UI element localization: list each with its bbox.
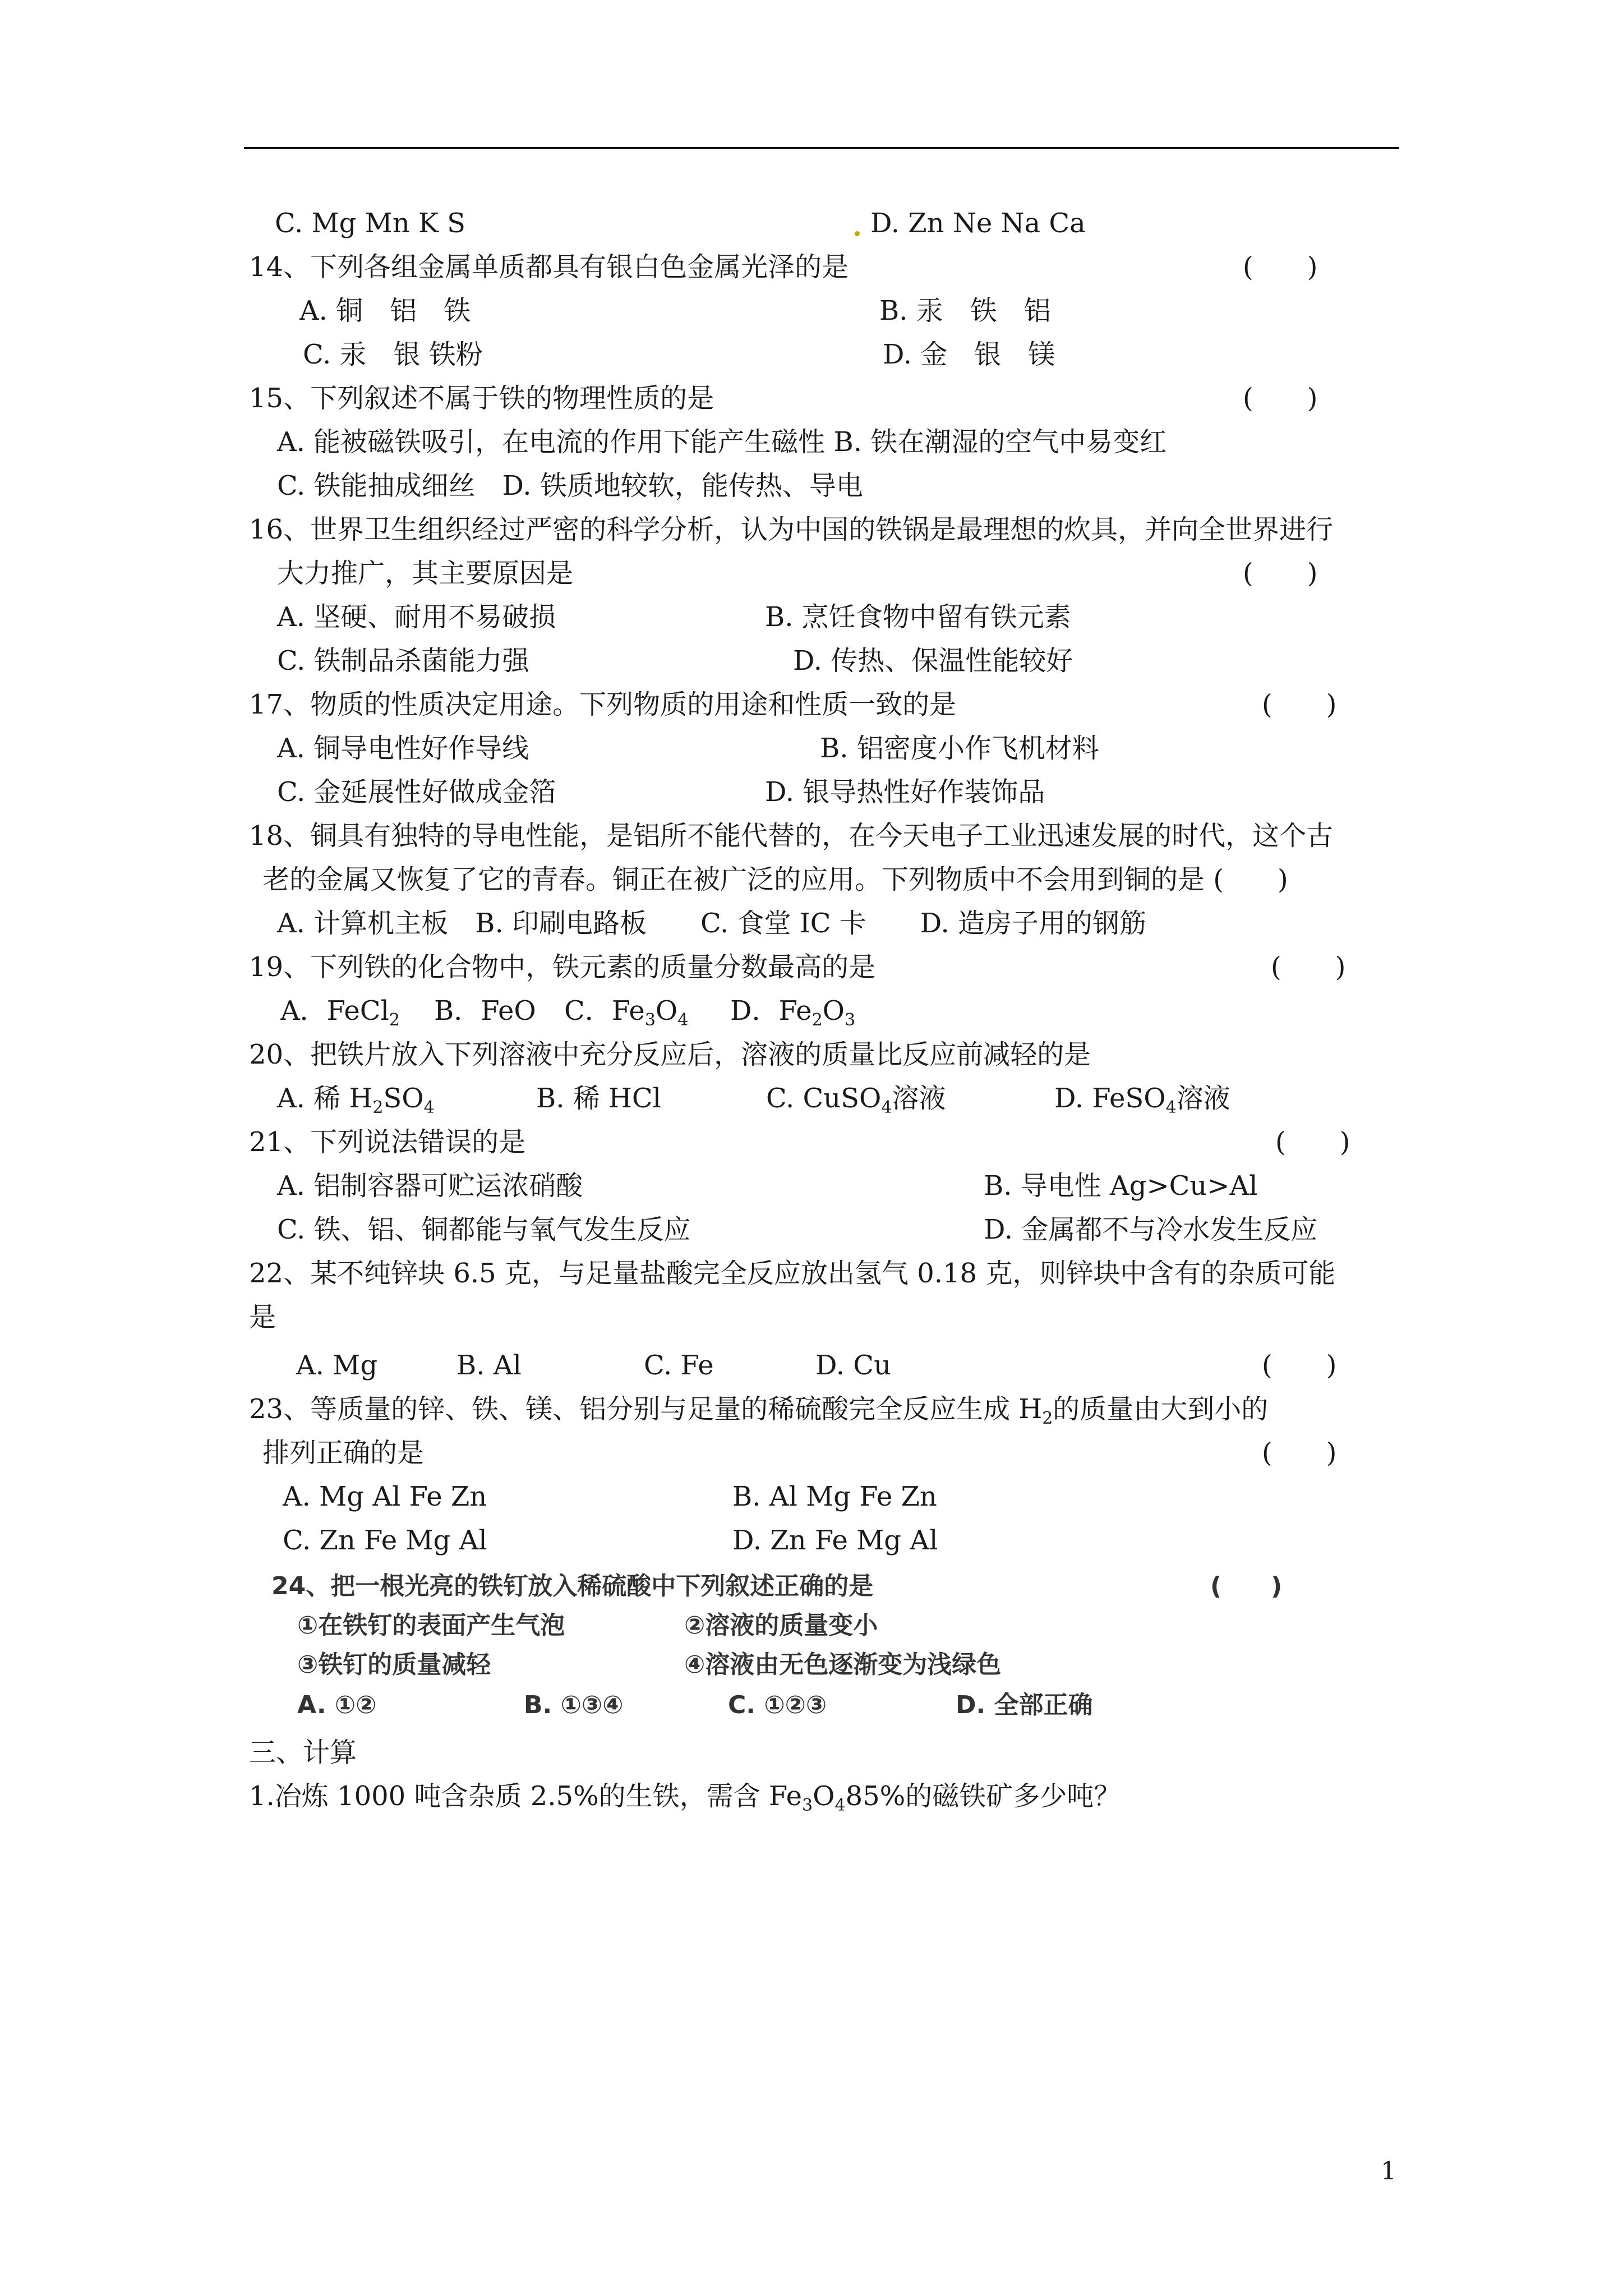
q24-statement-2: ②溶液的质量变小: [684, 1611, 878, 1640]
q14-option-b: B. 汞 铁 铝: [879, 295, 1051, 326]
q16-option-c: C. 铁制品杀菌能力强: [277, 645, 529, 677]
q17-option-d: D. 银导热性好作装饰品: [765, 776, 1045, 808]
q24-statement-4: ④溶液由无色逐渐变为浅绿色: [684, 1650, 1002, 1679]
q16-option-d: D. 传热、保温性能较好: [793, 645, 1073, 677]
q19-option-d: D．$Fe_2O_3$: [730, 995, 856, 1030]
page-number: 1: [1381, 2157, 1396, 2185]
q24-answer-bracket: ( ): [1210, 1572, 1283, 1600]
q24-option-b: B. ①③④: [524, 1691, 624, 1719]
q19-stem: 19、下列铁的化合物中，铁元素的质量分数最高的是: [249, 951, 876, 983]
q15-options-cd: C. 铁能抽成细丝 D. 铁质地较软，能传热、导电: [277, 470, 863, 501]
q24-option-a: A. ①②: [297, 1691, 377, 1719]
q17-stem: 17、物质的性质决定用途。下列物质的用途和性质一致的是: [249, 689, 957, 720]
q19-option-b: B．FeO: [434, 995, 536, 1027]
q16-answer-bracket: ( ): [1243, 558, 1318, 589]
q14-option-d: D. 金 银 镁: [883, 339, 1055, 370]
q22-stem-line1: 22、某不纯锌块 6.5 克，与足量盐酸完全反应放出氢气 0.18 克，则锌块中含有的杂质可能: [249, 1258, 1336, 1289]
q24-statement-3: ③铁钉的质量减轻: [297, 1650, 491, 1679]
q22-option-a: A. Mg: [296, 1350, 378, 1381]
q21-stem: 21、下列说法错误的是: [249, 1126, 526, 1158]
q23-option-c: C. Zn Fe Mg Al: [283, 1525, 487, 1556]
q14-stem: 14、下列各组金属单质都具有银白色金属光泽的是: [249, 251, 849, 283]
header-rule: [244, 147, 1399, 149]
q23-option-b: B. Al Mg Fe Zn: [732, 1481, 937, 1512]
q23-answer-bracket: ( ): [1262, 1437, 1337, 1469]
calc-question-1: 1.冶炼 1000 吨含杂质 2.5%的生铁，需含 $Fe_3O_485\%$的磁铁矿多少吨？: [249, 1780, 1121, 1815]
q14-answer-bracket: ( ): [1243, 251, 1318, 283]
q16-option-b: B. 烹饪食物中留有铁元素: [765, 601, 1071, 633]
q24-option-d: D. 全部正确: [956, 1691, 1093, 1719]
q17-option-a: A. 铜导电性好作导线: [277, 733, 529, 764]
q16-stem-line1: 16、世界卫生组织经过严密的科学分析，认为中国的铁锅是最理想的炊具，并向全世界进行: [249, 514, 1334, 545]
q24-statement-1: ①在铁钉的表面产生气泡: [297, 1611, 565, 1640]
q18-stem-line2: 老的金属又恢复了它的青春。铜正在被广泛的应用。下列物质中不会用到铜的是 ( ): [262, 864, 1288, 895]
q15-stem: 15、下列叙述不属于铁的物理性质的是: [249, 383, 714, 414]
q21-option-d: D. 金属都不与冷水发生反应: [984, 1214, 1318, 1245]
q21-option-b: B. 导电性 Ag>Cu>Al: [984, 1170, 1258, 1202]
q17-option-b: B. 铝密度小作飞机材料: [820, 733, 1099, 764]
q14-option-a: A. 铜 铝 铁: [299, 295, 471, 326]
q21-answer-bracket: ( ): [1275, 1126, 1350, 1158]
q17-option-c: C. 金延展性好做成金箔: [277, 776, 556, 808]
q20-option-b: B. 稀 HCl: [536, 1083, 661, 1114]
q18-options: A. 计算机主板 B. 印刷电路板 C. 食堂 IC 卡 D. 造房子用的钢筋: [277, 908, 1146, 939]
q13-option-c: C. Mg Mn K S: [275, 208, 465, 239]
q13-option-d: D. Zn Ne Na Ca: [870, 208, 1086, 239]
q22-option-d: D. Cu: [815, 1350, 891, 1381]
q24-option-c: C. ①②③: [728, 1691, 827, 1719]
q23-stem-line1: 23、等质量的锌、铁、镁、铝分别与足量的稀硫酸完全反应生成 $H_2$的质量由大到小的: [249, 1393, 1269, 1428]
q15-answer-bracket: ( ): [1243, 383, 1318, 414]
q23-option-a: A. Mg Al Fe Zn: [283, 1481, 487, 1512]
q21-option-c: C. 铁、铝、铜都能与氧气发生反应: [277, 1214, 691, 1245]
q14-option-c: C. 汞 银 铁粉: [303, 339, 483, 370]
q20-option-d: D. FeSO$_4$溶液: [1054, 1083, 1230, 1117]
q15-options-ab: A. 能被磁铁吸引，在电流的作用下能产生磁性 B. 铁在潮湿的空气中易变红: [277, 426, 1167, 458]
q19-answer-bracket: ( ): [1271, 951, 1346, 983]
q23-stem-line2: 排列正确的是: [262, 1437, 425, 1469]
q18-stem-line1: 18、铜具有独特的导电性能，是铝所不能代替的，在今天电子工业迅速发展的时代，这个古: [249, 820, 1334, 852]
q16-option-a: A. 坚硬、耐用不易破损: [277, 601, 556, 633]
q19-option-a: A．FeCl$_2$: [280, 995, 400, 1030]
q22-option-b: B. Al: [457, 1350, 522, 1381]
q20-option-a: A. 稀 $H_2SO_4$: [277, 1083, 435, 1117]
q23-option-d: D. Zn Fe Mg Al: [732, 1525, 938, 1556]
q17-answer-bracket: ( ): [1262, 689, 1337, 720]
q21-option-a: A. 铝制容器可贮运浓硝酸: [277, 1170, 583, 1202]
section-3-title: 三、计算: [249, 1737, 357, 1768]
stray-mark: [855, 231, 860, 236]
q22-option-c: C. Fe: [644, 1350, 714, 1381]
q22-stem-line2: 是: [249, 1301, 276, 1333]
q20-option-c: C. CuSO$_4$溶液: [766, 1083, 946, 1117]
q22-answer-bracket: ( ): [1262, 1350, 1337, 1381]
q20-stem: 20、把铁片放入下列溶液中充分反应后，溶液的质量比反应前减轻的是: [249, 1039, 1091, 1070]
q19-option-c: C．$Fe_3O_4$: [564, 995, 689, 1030]
q24-stem: 24、把一根光亮的铁钉放入稀硫酸中下列叙述正确的是: [271, 1572, 874, 1600]
q16-stem-line2: 大力推广，其主要原因是: [277, 558, 574, 589]
